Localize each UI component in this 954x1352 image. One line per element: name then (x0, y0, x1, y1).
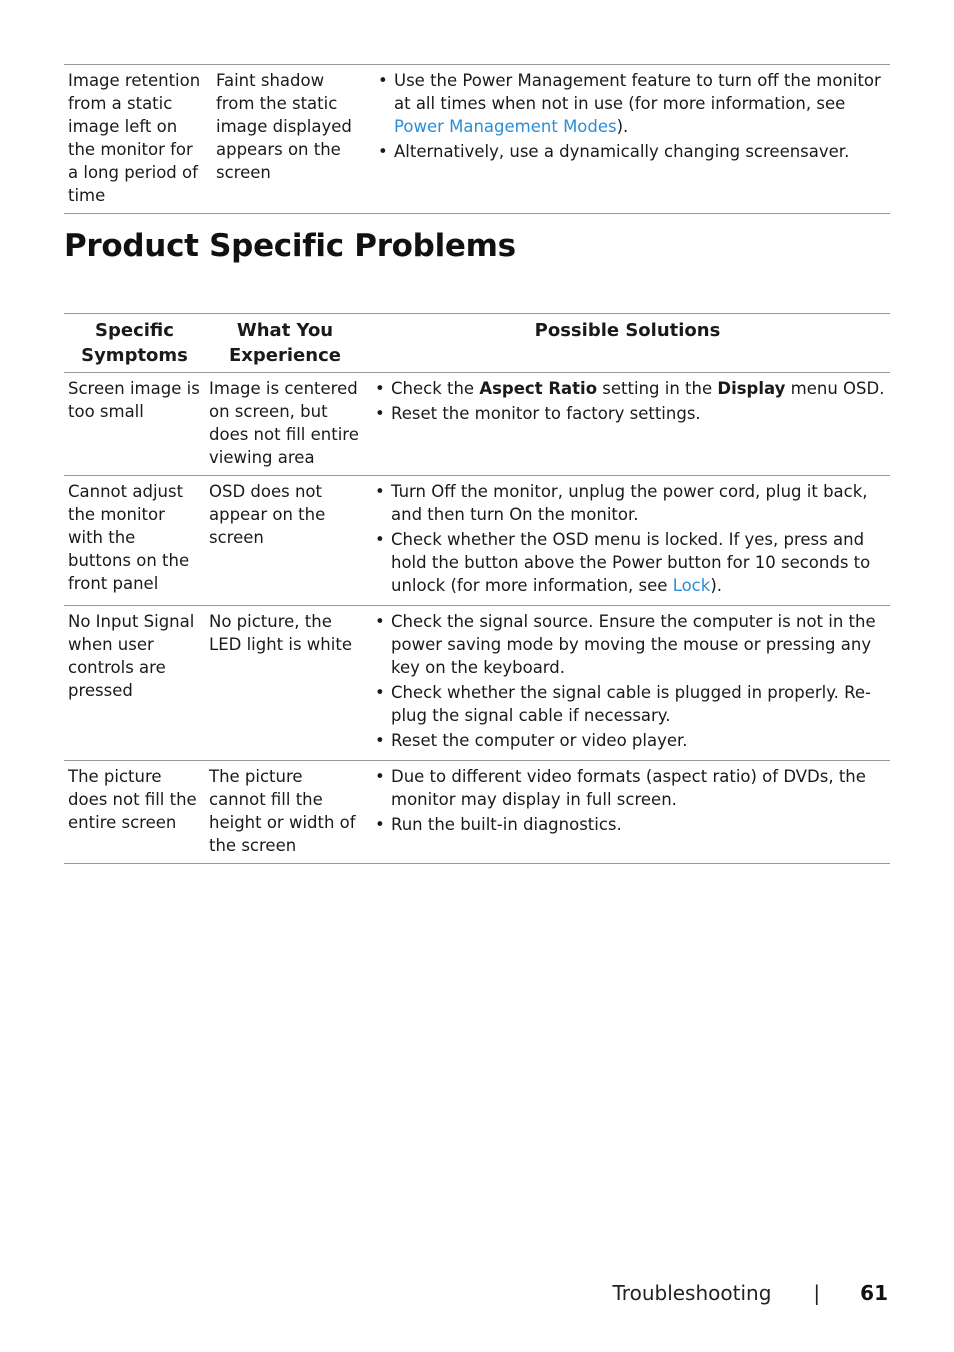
table-row (64, 65, 890, 214)
experience-cell: The picture cannot fill the height or width of the screen (205, 761, 365, 864)
symptom-cell: Screen image is too small (64, 373, 205, 476)
solutions-list (372, 69, 886, 163)
solutions-list (369, 480, 886, 597)
table-row (64, 761, 890, 864)
solutions-cell (365, 606, 890, 761)
solutions-cell (365, 476, 890, 606)
solutions-cell (365, 761, 890, 864)
solution-item: • Check the signal source. Ensure the computer is not in the power saving mode by moving the mouse or pressing any key on the keyboard. (391, 610, 886, 679)
experience-cell: No picture, the LED light is white (205, 606, 365, 761)
header-possible-solutions: Possible Solutions (534, 320, 721, 341)
table-row (64, 606, 890, 761)
solutions-list (369, 610, 886, 752)
solutions-list (369, 377, 886, 425)
solutions-list (369, 765, 886, 836)
page-footer (613, 1279, 888, 1307)
footer-separator: | (813, 1281, 821, 1305)
solution-item: • Alternatively, use a dynamically changing screensaver. (394, 140, 886, 163)
lock-link[interactable]: Lock (672, 576, 711, 595)
section-heading: Product Specific Problems (64, 228, 516, 264)
table-header-row (64, 314, 890, 373)
header-specific-symptoms: Specific Symptoms (81, 320, 188, 366)
symptom-cell: Cannot adjust the monitor with the buttons on the front panel (64, 476, 205, 606)
symptom-cell: No Input Signal when user controls are pressed (64, 606, 205, 761)
experience-cell: OSD does not appear on the screen (205, 476, 365, 606)
solution-item: • Check whether the OSD menu is locked. If yes, press and hold the button above the Power button for 10 seconds to unlock (for more information, see Lock). (391, 528, 886, 597)
footer-section-name: Troubleshooting (612, 1281, 772, 1305)
solution-item: • Reset the computer or video player. (391, 729, 886, 752)
experience-cell: Faint shadow from the static image displayed appears on the screen (216, 71, 352, 182)
solution-item: • Check the Aspect Ratio setting in the Display menu OSD. (391, 377, 886, 400)
solution-item: • Use the Power Management feature to turn off the monitor at all times when not in use (for more information, see Power Management Modes). (394, 69, 886, 138)
power-management-modes-link[interactable]: Power Management Modes (394, 117, 617, 136)
solution-item: • Reset the monitor to factory settings. (391, 402, 886, 425)
solution-item: • Due to different video formats (aspect ratio) of DVDs, the monitor may display in full screen. (391, 765, 886, 811)
table-row (64, 373, 890, 476)
image-retention-table (64, 64, 890, 214)
solution-item: • Turn Off the monitor, unplug the power cord, plug it back, and then turn On the monitor. (391, 480, 886, 526)
symptom-cell: The picture does not fill the entire screen (64, 761, 205, 864)
header-what-you-experience: What You Experience (229, 320, 341, 366)
solution-item: • Check whether the signal cable is plugged in properly. Re-plug the signal cable if necessary. (391, 681, 886, 727)
solutions-cell (368, 65, 890, 214)
table-row (64, 476, 890, 606)
page-number: 61 (860, 1281, 888, 1305)
solution-item: • Run the built-in diagnostics. (391, 813, 886, 836)
symptom-cell: Image retention from a static image left on the monitor for a long period of time (68, 71, 201, 205)
experience-cell: Image is centered on screen, but does not fill entire viewing area (205, 373, 365, 476)
solutions-cell (365, 373, 890, 476)
product-problems-table (64, 313, 890, 864)
